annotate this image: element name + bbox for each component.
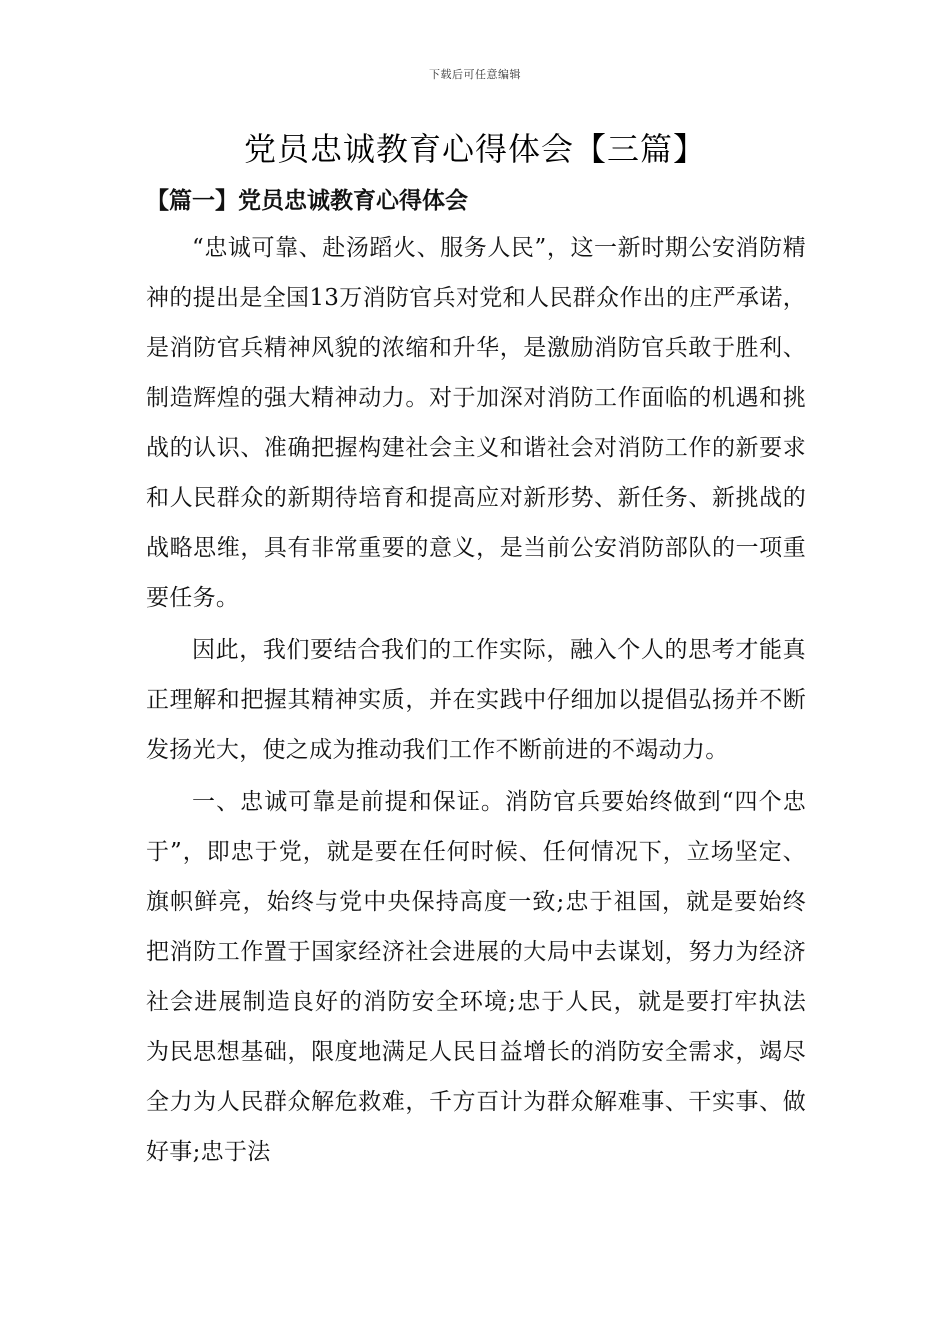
section-heading: 【篇一】党员忠诚教育心得体会 bbox=[146, 187, 468, 214]
paragraph-2: 因此，我们要结合我们的工作实际，融入个人的思考才能真正理解和把握其精神实质，并在实践中仔细加以提倡弘扬并不断发扬光大，使之成为推动我们工作不断前进的不竭动力。 bbox=[146, 637, 806, 763]
document-title: 党员忠诚教育心得体会【三篇】 bbox=[243, 130, 706, 168]
paragraph-1: “忠诚可靠、赴汤蹈火、服务人民”，这一新时期公安消防精神的提出是全国13万消防官兵对党和人民群众作出的庄严承诺，是消防官兵精神风貌的浓缩和升华，是激励消防官兵敢于胜利、制造辉煌的强大精神动力。对于加深对消防工作面临的机遇和挑战的认识、准确把握构建社会主义和谐社会对消防工作的新要求和人民群众的新期待培育和提高应对新形势、新任务、新挑战的战略思维，具有非常重要的意义，是当前公安消防部队的一项重要任务。 bbox=[146, 235, 806, 611]
header-note: 下载后可任意编辑 bbox=[429, 68, 521, 81]
paragraph-3: 一、忠诚可靠是前提和保证。消防官兵要始终做到“四个忠于”，即忠于党，就是要在任何时候、任何情况下，立场坚定、旗帜鲜亮，始终与党中央保持高度一致;忠于祖国，就是要始终把消防工作置于国家经济社会进展的大局中去谋划，努力为经济社会进展制造良好的消防安全环境;忠于人民，就是要打牢执法为民思想基础，限度地满足人民日益增长的消防安全需求，竭尽全力为人民群众解危救难，千方百计为群众解难事、干实事、做好事;忠于法 bbox=[146, 789, 806, 1165]
body-text bbox=[146, 223, 806, 1177]
